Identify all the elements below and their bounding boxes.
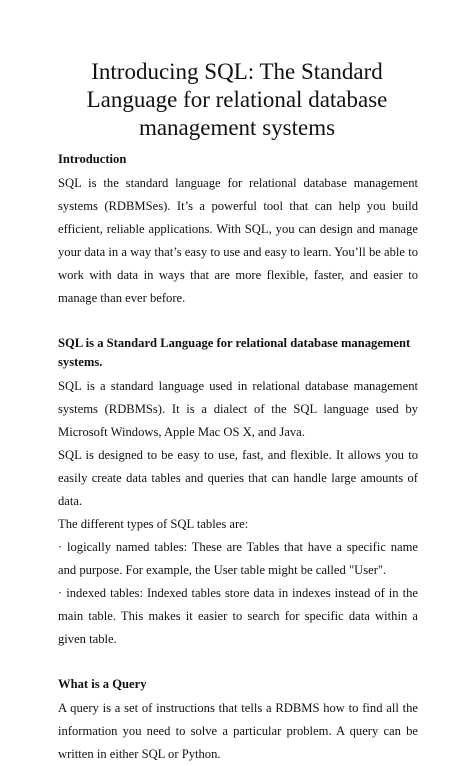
table-types-intro: The different types of SQL tables are: <box>58 517 249 531</box>
query-heading: What is a Query <box>58 677 147 691</box>
introduction-section <box>58 150 418 310</box>
document-title <box>40 58 434 142</box>
introduction-paragraph: SQL is the standard language for relational database management systems (RDBMSes). It’s a powerful tool that can help you build efficient, reliable applications. With SQL, you can design and manage your data in a way that’s easy to use and easy to learn. You’ll be able to work with data in ways that are more flexible, faster, and easier to manage than ever before. <box>58 176 418 305</box>
standard-language-paragraph-2: SQL is designed to be easy to use, fast, and flexible. It allows you to easily create data tables and queries that can handle large amounts of data. <box>58 448 418 508</box>
introduction-heading: Introduction <box>58 152 127 166</box>
query-section <box>58 675 418 766</box>
section-spacer <box>58 310 418 334</box>
bullet-logically-named-tables: · logically named tables: These are Tables that have a specific name and purpose. For example, the User table might be called "User". <box>58 540 418 577</box>
title-line-2: Language for relational database <box>86 87 388 112</box>
query-paragraph: A query is a set of instructions that tells a RDBMS how to find all the information you need to solve a particular problem. A query can be written in either SQL or Python. <box>58 701 418 761</box>
standard-language-paragraph-1: SQL is a standard language used in relational database management systems (RDBMSs). It is a dialect of the SQL language used by Microsoft Windows, Apple Mac OS X, and Java. <box>58 379 418 439</box>
standard-language-section <box>58 334 418 651</box>
title-line-1: Introducing SQL: The Standard <box>91 59 383 84</box>
document-body <box>58 150 418 766</box>
bullet-indexed-tables: · indexed tables: Indexed tables store data in indexes instead of in the main table. This makes it easier to search for specific data within a given table. <box>58 586 418 646</box>
title-line-3: management systems <box>138 115 336 140</box>
standard-language-heading: SQL is a Standard Language for relational database management systems. <box>58 336 411 369</box>
section-spacer <box>58 651 418 675</box>
